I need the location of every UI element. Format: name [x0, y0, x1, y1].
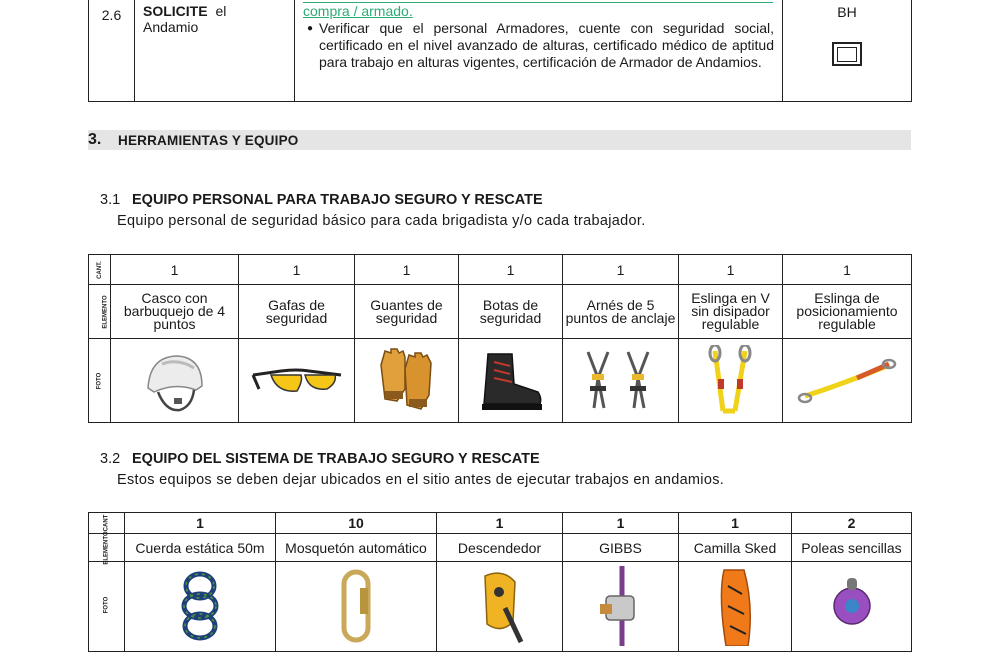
- rope-icon: [175, 566, 225, 646]
- subsection-title: EQUIPO DEL SISTEMA DE TRABAJO SEGURO Y RESCATE: [132, 451, 540, 467]
- helmet-icon: [140, 348, 210, 414]
- element-name: Camilla Sked: [679, 534, 792, 562]
- bullet-item: [303, 20, 774, 71]
- activity-keyword: SOLICITE: [143, 3, 208, 19]
- boot-icon: [476, 350, 546, 412]
- responsible-text: BH: [837, 4, 857, 20]
- procedure-table: [88, 0, 912, 102]
- row-label-qty: CANT.: [89, 255, 111, 285]
- section-title: HERRAMIENTAS Y EQUIPO: [118, 133, 299, 148]
- photo-cell: [125, 562, 276, 652]
- photo-cell: [783, 339, 912, 423]
- photo-cell: [792, 562, 912, 652]
- activity-cell: [135, 0, 295, 102]
- row-label-element: ELEMENTO: [89, 534, 125, 562]
- subsection-3-2-heading: [100, 451, 540, 467]
- element-name: Cuerda estática 50m: [125, 534, 276, 562]
- qty-cell: 1: [563, 513, 679, 534]
- qty-cell: 1: [459, 255, 563, 285]
- step-number-text: 2.6: [101, 7, 122, 23]
- v-lanyard-icon: [701, 345, 761, 417]
- personal-equipment-table: [88, 254, 912, 423]
- carabiner-icon: [336, 568, 376, 648]
- subsection-number: 3.2: [100, 451, 121, 467]
- pulley-icon: [827, 570, 877, 650]
- element-name: Guantes de seguridad: [355, 285, 459, 339]
- checkbox-icon[interactable]: [832, 42, 862, 66]
- photo-cell: [459, 339, 563, 423]
- positioning-lanyard-icon: [797, 356, 897, 406]
- qty-cell: 1: [239, 255, 355, 285]
- photo-cell: [276, 562, 437, 652]
- link-text[interactable]: compra / armado.: [303, 3, 413, 19]
- element-name: Eslinga de posicionamiento regulable: [783, 285, 912, 339]
- row-label-element: ELEMENTO: [89, 285, 111, 339]
- bullet-text: Verificar que el personal Armadores, cuente con seguridad social, certificado en el nivel avanzado de alturas, certificado médico de aptitud para trabajo en alturas vigentes, certificación de Armador de Andamios.: [319, 20, 774, 70]
- element-name: Gafas de seguridad: [239, 285, 355, 339]
- qty-row: [89, 255, 912, 285]
- subsection-number: 3.1: [100, 192, 121, 208]
- element-row: [89, 534, 912, 562]
- subsection-3-1-description: Equipo personal de seguridad básico para cada brigadista y/o cada trabajador.: [117, 213, 646, 229]
- photo-cell: [563, 562, 679, 652]
- element-name: GIBBS: [563, 534, 679, 562]
- descender-icon: [475, 568, 525, 648]
- element-name: Poleas sencillas: [792, 534, 912, 562]
- photo-row: [89, 339, 912, 423]
- element-name: Mosquetón automático: [276, 534, 437, 562]
- row-label-photo: FOTO: [89, 339, 111, 423]
- subsection-3-2-description: Estos equipos se deben dejar ubicados en el sitio antes de ejecutar trabajos en andamios.: [117, 472, 725, 488]
- qty-cell: 10: [276, 513, 437, 534]
- qty-cell: 1: [783, 255, 912, 285]
- qty-cell: 1: [679, 513, 792, 534]
- subsection-title: EQUIPO PERSONAL PARA TRABAJO SEGURO Y RESCATE: [132, 192, 543, 208]
- photo-row: [89, 562, 912, 652]
- step-number: [89, 0, 135, 102]
- photo-cell: [679, 562, 792, 652]
- qty-cell: 1: [437, 513, 563, 534]
- element-row: [89, 285, 912, 339]
- photo-cell: [679, 339, 783, 423]
- responsible-cell: [783, 0, 912, 102]
- gibbs-icon: [596, 566, 646, 646]
- row-label-qty: CANT: [89, 513, 125, 534]
- stretcher-icon: [710, 566, 760, 646]
- photo-cell: [355, 339, 459, 423]
- system-equipment-table: [88, 512, 912, 652]
- qty-row: [89, 513, 912, 534]
- qty-cell: 1: [125, 513, 276, 534]
- element-name: Arnés de 5 puntos de anclaje: [563, 285, 679, 339]
- activity-text-2: Andamio: [143, 19, 199, 35]
- photo-cell: [111, 339, 239, 423]
- photo-cell: [437, 562, 563, 652]
- section-header: [88, 130, 911, 150]
- gloves-icon: [375, 345, 439, 417]
- photo-cell: [563, 339, 679, 423]
- photo-cell: [239, 339, 355, 423]
- goggles-icon: [251, 361, 343, 401]
- description-cell: [295, 0, 783, 102]
- subsection-3-1-heading: [100, 192, 543, 208]
- element-name: Descendedor: [437, 534, 563, 562]
- element-name: Casco con barbuquejo de 4 puntos: [111, 285, 239, 339]
- element-name: Eslinga en V sin disipador regulable: [679, 285, 783, 339]
- activity-text-1: el: [215, 3, 227, 19]
- qty-cell: 2: [792, 513, 912, 534]
- bullet-icon: ●: [307, 23, 314, 34]
- qty-cell: 1: [355, 255, 459, 285]
- row-label-photo: FOTO: [89, 562, 125, 652]
- qty-cell: 1: [111, 255, 239, 285]
- element-name: Botas de seguridad: [459, 285, 563, 339]
- qty-cell: 1: [563, 255, 679, 285]
- qty-cell: 1: [679, 255, 783, 285]
- section-number: 3.: [88, 131, 102, 148]
- harness-icon: [580, 348, 662, 414]
